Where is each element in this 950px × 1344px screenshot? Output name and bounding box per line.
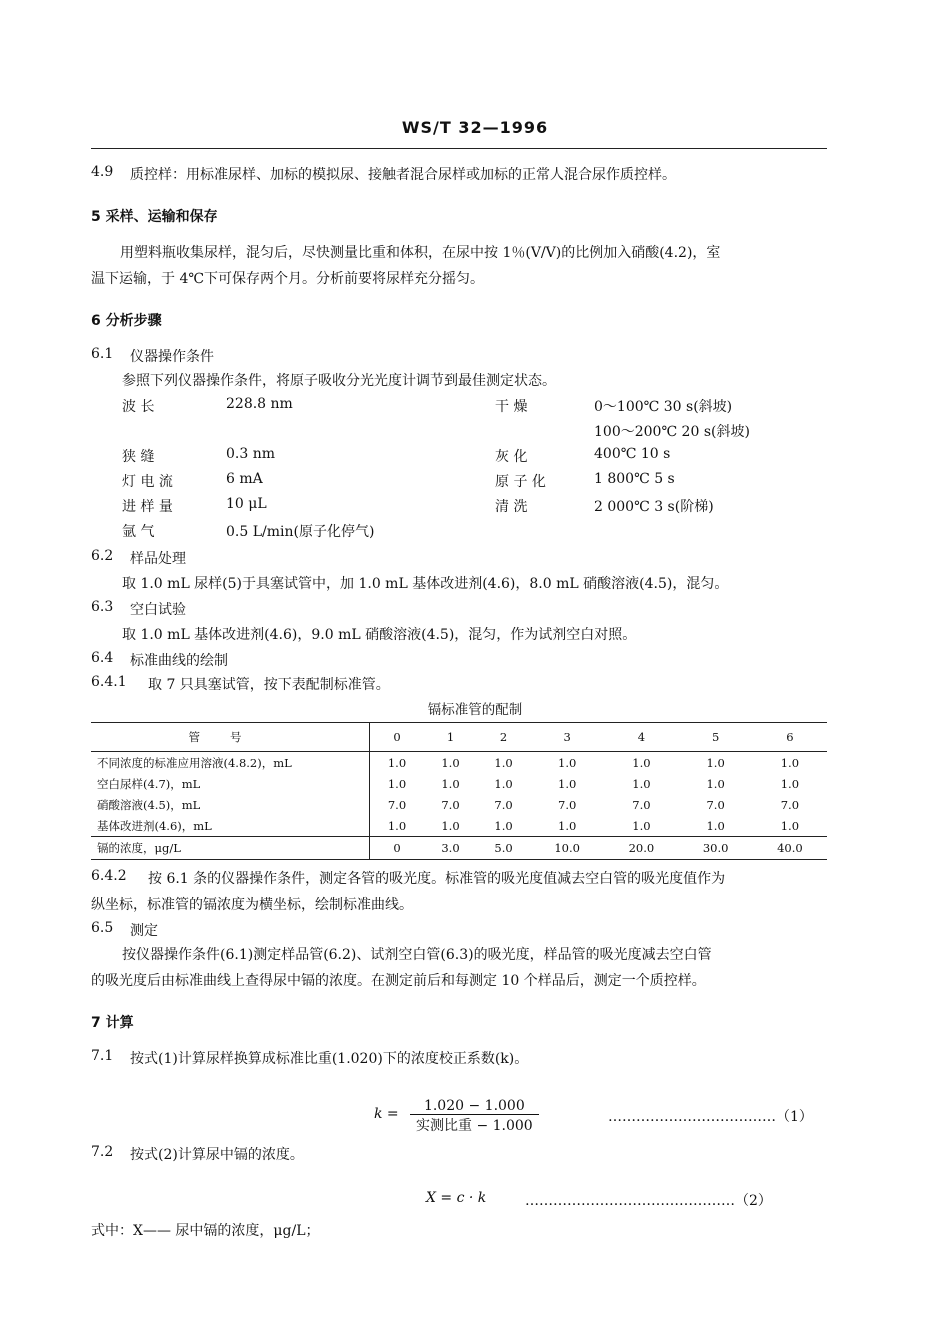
table-header-cell: 6 [753,723,827,752]
param-label: 进 样 量 [122,499,173,515]
param-value: 0.3 nm [226,446,276,462]
sec-7-2-num: 7.2 [91,1144,114,1160]
param-value: 100～200℃ 20 s(斜坡) [594,424,750,440]
table-header-row [91,723,827,752]
table-header-cell: 管号 [91,723,370,752]
table-cell: 7.0 [780,797,800,812]
param-value: 400℃ 10 s [594,446,671,462]
eq1-fraction [410,1098,539,1135]
table-cell: 1.0 [387,755,407,770]
table-cell: 1.0 [494,818,513,833]
eq2-expression: X = c · k [426,1190,487,1206]
table-cell: 1.0 [706,818,725,833]
table-cell: 7.0 [558,797,577,812]
sec-6-2-title: 样品处理 [130,551,186,567]
table-row [91,794,827,815]
sec-6-5-num: 6.5 [91,920,114,936]
table-cell: 1.0 [780,818,800,833]
standard-tube-table [91,722,827,860]
table-cell: 30.0 [679,837,753,860]
param-label: 氩 气 [122,524,155,540]
sec-6-4-num: 6.4 [91,650,114,666]
sec-6-4-title: 标准曲线的绘制 [130,653,228,669]
sec-6-2-num: 6.2 [91,548,114,564]
table-cell: 20.0 [604,837,678,860]
param-label: 原 子 化 [495,474,546,490]
where-clause: 式中：X—— 尿中镉的浓度，μg/L； [91,1223,320,1239]
table-cell: 10.0 [530,837,604,860]
param-label: 灯 电 流 [122,474,173,490]
sec-7-1-num: 7.1 [91,1048,114,1064]
table-cell: 1.0 [441,776,460,791]
table-cell: 1.0 [780,776,800,791]
table-cell: 1.0 [558,818,577,833]
table-cell: 3.0 [424,837,477,860]
sec-6-5-title: 测定 [130,923,158,939]
sec-7-1-text: 按式(1)计算尿样换算成标准比重(1.020)下的浓度校正系数(k)。 [130,1051,529,1067]
table-cell: 1.0 [632,818,651,833]
table-cell: 1.0 [780,755,800,770]
param-label: 干 燥 [495,399,528,415]
table-cell: 7.0 [632,797,651,812]
table-cell: 0 [370,837,424,860]
table-cell: 不同浓度的标准应用溶液(4.8.2)，mL [91,752,370,774]
param-label: 狭 缝 [122,449,155,465]
sec-6-4-1-num: 6.4.1 [91,674,127,690]
sec-7-2-text: 按式(2)计算尿中镉的浓度。 [130,1147,304,1163]
sec-5-title: 5 采样、运输和保存 [91,209,218,225]
sec-6-4-2-line1: 按 6.1 条的仪器操作条件，测定各管的吸光度。标准管的吸光度值减去空白管的吸光度值作为 [148,871,726,887]
page-header: WS/T 32—1996 [401,118,549,137]
param-label: 波 长 [122,399,155,415]
param-value: 0～100℃ 30 s(斜坡) [594,399,733,415]
sec-5-p1: 用塑料瓶收集尿样，混匀后，尽快测量比重和体积，在尿中按 1％(V/V)的比例加入硝酸(4.2)，室 [120,245,721,261]
table-cell: 1.0 [632,776,651,791]
table-cell: 1.0 [387,818,407,833]
param-label: 灰 化 [495,449,528,465]
param-value: 228.8 nm [226,396,293,412]
table-cell: 1.0 [494,776,513,791]
table-header-cell: 2 [477,723,530,752]
table-cell: 1.0 [558,755,577,770]
sec-6-2-text: 取 1.0 mL 尿样(5)于具塞试管中，加 1.0 mL 基体改进剂(4.6)，8.0 mL 硝酸溶液(4.5)，混匀。 [122,576,729,592]
sec-6-4-2-line2: 纵坐标，标准管的镉浓度为横坐标，绘制标准曲线。 [91,897,413,913]
table-row [91,815,827,837]
table-cell: 40.0 [753,837,827,860]
table-cell: 空白尿样(4.7)，mL [91,773,370,794]
sec-6-5-line1: 按仪器操作条件(6.1)测定样品管(6.2)、试剂空白管(6.3)的吸光度，样品管的吸光度减去空白管 [122,947,712,963]
param-value: 1 800℃ 5 s [594,471,675,487]
table-caption: 镉标准管的配制 [427,702,523,718]
table-cell: 镉的浓度，μg/L [91,837,370,860]
sec-6-3-num: 6.3 [91,599,114,615]
table-header-cell: 5 [679,723,753,752]
sec-4-9-num: 4.9 [91,164,114,180]
sec-6-5-line2: 的吸光度后由标准曲线上查得尿中镉的浓度。在测定前后和每测定 10 个样品后，测定一个质控样。 [91,973,706,989]
table-row [91,773,827,794]
sec-6-4-1-text: 取 7 只具塞试管，按下表配制标准管。 [148,677,390,693]
header-rule [91,148,827,149]
eq1-lhs: k = [374,1106,399,1122]
param-value: 10 μL [226,496,267,512]
eq1-number: ………………………………（1） [608,1109,813,1125]
param-label: 清 洗 [495,499,528,515]
sec-6-4-2-num: 6.4.2 [91,868,127,884]
eq2-number: ………………………………………（2） [525,1193,772,1209]
eq1-denominator: 实测比重 − 1.000 [416,1118,533,1134]
param-value: 6 mA [226,471,263,487]
table-header-cell: 1 [424,723,477,752]
table-cell: 1.0 [387,776,407,791]
table-cell: 基体改进剂(4.6)，mL [91,815,370,837]
sec-6-3-title: 空白试验 [130,602,186,618]
param-value: 0.5 L/min(原子化停气) [226,524,375,540]
param-value: 2 000℃ 3 s(阶梯) [594,499,714,515]
table-cell: 1.0 [706,776,725,791]
table-cell: 1.0 [441,755,460,770]
table-cell: 1.0 [441,818,460,833]
sec-6-title: 6 分析步骤 [91,313,162,329]
table-header-cell: 3 [530,723,604,752]
table-cell: 7.0 [387,797,407,812]
sec-6-3-text: 取 1.0 mL 基体改进剂(4.6)，9.0 mL 硝酸溶液(4.5)，混匀，作为试剂空白对照。 [122,627,637,643]
table-cell: 7.0 [494,797,513,812]
sec-6-1-intro: 参照下列仪器操作条件，将原子吸收分光光度计调节到最佳测定状态。 [122,373,556,389]
sec-6-1-num: 6.1 [91,346,114,362]
table-cell: 1.0 [632,755,651,770]
table-cell: 1.0 [494,755,513,770]
table-header-cell: 4 [604,723,678,752]
table-cell: 硝酸溶液(4.5)，mL [91,794,370,815]
table-cell: 7.0 [706,797,725,812]
table-cell: 5.0 [477,837,530,860]
sec-7-title: 7 计算 [91,1015,134,1031]
sec-4-9-text: 质控样：用标准尿样、加标的模拟尿、接触者混合尿样或加标的正常人混合尿作质控样。 [130,167,676,183]
sec-6-1-title: 仪器操作条件 [130,349,214,365]
table-row [91,837,827,860]
sec-5-p2: 温下运输，于 4℃下可保存两个月。分析前要将尿样充分摇匀。 [91,271,485,287]
table-row [91,752,827,774]
eq1-numerator: 1.020 − 1.000 [410,1098,539,1115]
table-cell: 7.0 [441,797,460,812]
table-header-cell: 0 [370,723,424,752]
table-cell: 1.0 [706,755,725,770]
table-cell: 1.0 [558,776,577,791]
